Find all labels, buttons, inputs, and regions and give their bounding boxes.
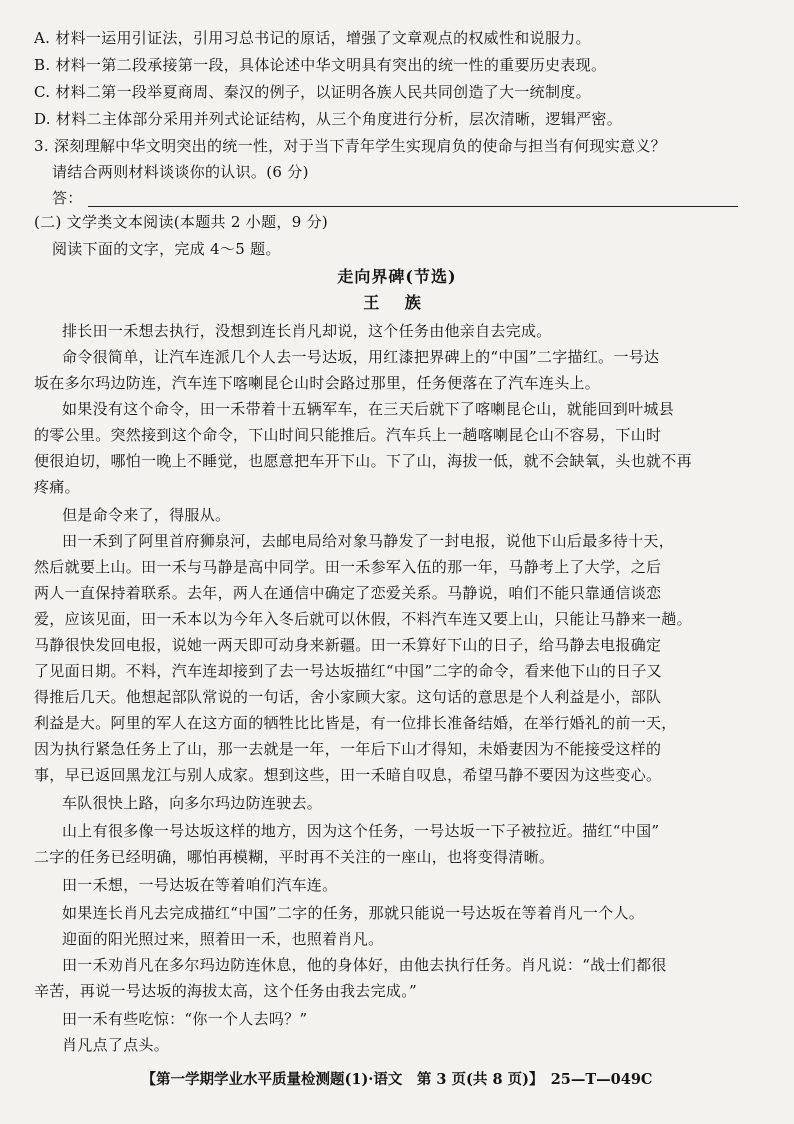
page-footer: 【第一学期学业水平质量检测题(1)·语文 第 3 页(共 8 页)】 25—T—049C <box>141 1071 653 1088</box>
story-line: 便很迫切，哪怕一晚上不睡觉，也愿意把车开下山。下了山，海拔一低，就不会缺氧，头也就不再 <box>34 452 692 470</box>
story-line: 得推后几天。他想起部队常说的一句话，舍小家顾大家。这句话的意思是个人利益是小，部队 <box>34 688 662 706</box>
story-line: 迎面的阳光照过来，照着田一禾，也照着肖凡。 <box>62 930 384 948</box>
story-line: 辛苦，再说一号达坂的海拔太高，这个任务由我去完成。” <box>34 982 417 1000</box>
story-line: 田一禾劝肖凡在多尔玛边防连休息，他的身体好，由他去执行任务。肖凡说：“战士们都很 <box>62 956 667 974</box>
story-line: 了见面日期。不料，汽车连却接到了去一号达坂描红“中国”二字的命令，看来他下山的日子又 <box>34 662 662 680</box>
section-heading: (二) 文学类文本阅读(本题共 2 小题，9 分) <box>34 213 329 231</box>
answer-label: 答： <box>52 189 83 207</box>
story-line: 坂在多尔玛边防连，汽车连下喀喇昆仑山时会路过那里，任务便落在了汽车连头上。 <box>34 374 601 392</box>
story-line: 的零公里。突然接到这个命令，下山时间只能推后。汽车兵上一趟喀喇昆仑山不容易，下山时 <box>34 426 662 444</box>
question-3-line-2: 请结合两则材料谈谈你的认识。(6 分) <box>52 163 309 181</box>
story-line: 肖凡点了点头。 <box>62 1036 170 1054</box>
story-line: 如果连长肖凡去完成描红“中国”二字的任务，那就只能说一号达坂在等着肖凡一个人。 <box>62 904 645 922</box>
story-title: 走向界碑(节选) <box>337 267 457 286</box>
story-line: 两人一直保持着联系。去年，两人在通信中确定了恋爱关系。马静说，咱们不能只靠通信谈恋 <box>34 584 662 602</box>
option-c: C. 材料二第一段举夏商周、秦汉的例子，以证明各族人民共同创造了大一统制度。 <box>34 83 591 101</box>
story-line: 田一禾有些吃惊：“你一个人去吗？” <box>62 1010 308 1028</box>
section-instruction: 阅读下面的文字，完成 4～5 题。 <box>52 240 281 258</box>
story-line: 田一禾想，一号达坂在等着咱们汽车连。 <box>62 876 338 894</box>
option-a: A. 材料一运用引证法，引用习总书记的原话，增强了文章观点的权威性和说服力。 <box>34 29 591 47</box>
question-3-line-1: 3. 深刻理解中华文明突出的统一性，对于当下青年学生实现肩负的使命与担当有何现实意义？ <box>34 137 666 155</box>
answer-line <box>88 206 738 207</box>
story-author: 王 族 <box>363 293 431 312</box>
story-line: 疼痛。 <box>34 478 80 496</box>
story-line: 山上有很多像一号达坂这样的地方，因为这个任务，一号达坂一下子被拉近。描红“中国” <box>62 822 660 840</box>
story-line: 排长田一禾想去执行，没想到连长肖凡却说，这个任务由他亲自去完成。 <box>62 322 552 340</box>
option-b: B. 材料一第二段承接第一段，具体论述中华文明具有突出的统一性的重要历史表现。 <box>34 56 607 74</box>
story-line: 事，早已返回黑龙江与别人成家。想到这些，田一禾暗自叹息，希望马静不要因为这些变心。 <box>34 766 662 784</box>
story-line: 但是命令来了，得服从。 <box>62 506 231 524</box>
story-line: 命令很简单，让汽车连派几个人去一号达坂，用红漆把界碑上的“中国”二字描红。一号达 <box>62 348 660 366</box>
option-d: D. 材料二主体部分采用并列式论证结构，从三个角度进行分析，层次清晰，逻辑严密。 <box>34 110 623 128</box>
story-line: 马静很快发回电报，说她一两天即可动身来新疆。田一禾算好下山的日子，给马静去电报确定 <box>34 636 662 654</box>
story-line: 爱，应该见面，田一禾本以为今年入冬后就可以休假，不料汽车连又要上山，只能让马静来一趟。 <box>34 610 692 628</box>
story-line: 车队很快上路，向多尔玛边防连驶去。 <box>62 794 323 812</box>
story-line: 二字的任务已经明确，哪怕再模糊，平时再不关注的一座山，也将变得清晰。 <box>34 848 555 866</box>
story-line: 因为执行紧急任务上了山，那一去就是一年，一年后下山才得知，未婚妻因为不能接受这样的 <box>34 740 662 758</box>
story-line: 田一禾到了阿里首府狮泉河，去邮电局给对象马静发了一封电报，说他下山后最多待十天， <box>62 532 675 550</box>
story-line: 然后就要上山。田一禾与马静是高中同学。田一禾参军入伍的那一年，马静考上了大学，之后 <box>34 558 662 576</box>
story-line: 如果没有这个命令，田一禾带着十五辆军车，在三天后就下了喀喇昆仑山，就能回到叶城县 <box>62 400 675 418</box>
story-line: 利益是大。阿里的军人在这方面的牺牲比比皆是，有一位排长准备结婚，在举行婚礼的前一天， <box>34 714 677 732</box>
